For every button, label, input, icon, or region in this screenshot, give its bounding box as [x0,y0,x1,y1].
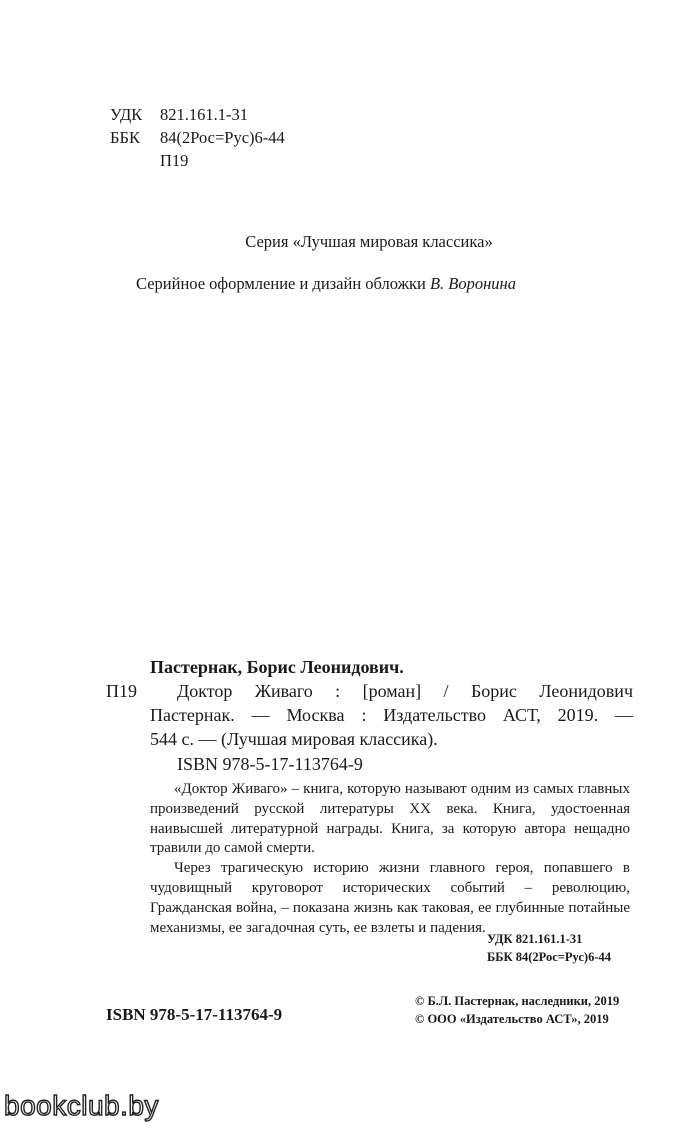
watermark: bookclub.by [4,1090,159,1121]
udk-label: УДК [110,105,143,124]
copyright-2: © ООО «Издательство АСТ», 2019 [415,1012,609,1026]
bbk-label: ББК [110,128,140,147]
catalog-entry-line-3: 544 с. — (Лучшая мировая классика). [150,729,438,749]
udk-value: 821.161.1-31 [160,105,248,124]
series-line [0,231,700,253]
catalog-author-heading: Пастернак, Борис Леонидович. [150,657,404,677]
annotation-paragraph-2: Через трагическую историю жизни главного героя, попавшего в чудовищный круговорот исторических событий – революцию, Гражданская война, – показана жизнь как таковая, ее глубинные потайные механизмы, ее загадочная суть, ее взлеты и падения. [150,860,630,936]
catalog-entry-line-2: Пастернак. — Москва : Издательство АСТ, 2019. — [150,705,633,725]
catalog-entry-line-1: Доктор Живаго : [роман] / Борис Леонидович [177,681,633,701]
footer-isbn: ISBN 978-5-17-113764-9 [106,1005,283,1024]
designer-name: В. Воронина [429,274,516,293]
annotation [150,780,630,938]
copyright-1: © Б.Л. Пастернак, наследники, 2019 [415,994,620,1008]
design-line [136,273,516,295]
bottom-udk: УДК 821.161.1-31 [487,932,583,946]
bottom-bbk: ББК 84(2Рос=Рус)6-44 [487,950,611,964]
annotation-paragraph-1: «Доктор Живаго» – книга, которую называют одним из самых главных произведений русской литературы XX века. Книга, удостоенная наивысшей литературной награды. Книга, за которую автора нещадно травили до самой смерти. [150,781,630,857]
catalog-mark: П19 [106,681,137,701]
catalog-entry [150,679,633,751]
bbk-value: 84(2Рос=Рус)6-44 [160,128,285,147]
series-text: Серия «Лучшая мировая классика» [245,232,493,251]
design-prefix: Серийное оформление и дизайн обложки [136,274,430,293]
catalog-isbn: ISBN 978-5-17-113764-9 [177,754,363,774]
author-mark-top: П19 [160,151,189,170]
